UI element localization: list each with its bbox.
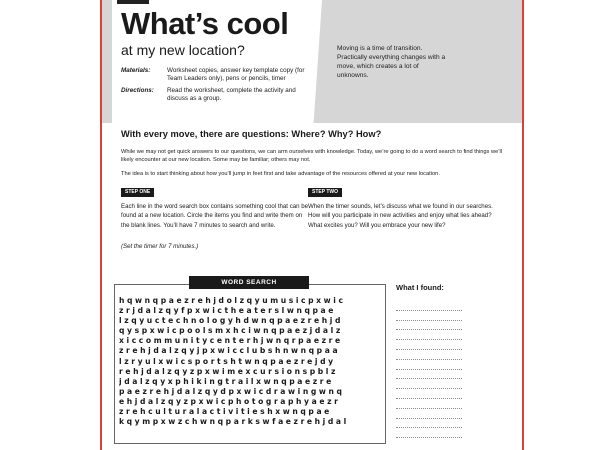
directions-text: Read the worksheet, complete the activity and discuss as a group. [167,87,296,103]
word-search-row: zrehculturalactivitieshxwnqpae [119,407,332,417]
intro-paragraph-2: The idea is to start thinking about how you’ll jump in feet first and take advantage of the resources offered at your new location. [121,171,440,177]
timer-note: (Set the timer for 7 minutes.) [121,243,199,250]
directions-block [121,87,313,103]
word-search-row: zrehjdalzqyjpxwicclubshnwnqpaa [119,346,341,356]
word-search-row: lzryulxwicsportshtwnqpaezrejdy [119,356,336,366]
answer-line[interactable] [396,330,462,340]
materials-block [121,67,313,83]
side-note: Moving is a time of transition. Practically everything changes with a move, which creates a lot of unknowns. [337,45,446,79]
word-search-row: qyspxwicpoolsmxhciwnqpaezjdalz [119,326,343,336]
word-search-row: paezrehjdalzqydpxwicdrawingwnq [119,386,345,396]
answer-line[interactable] [396,360,462,370]
answer-line[interactable] [396,409,462,419]
step-two-text: When the timer sounds, let’s discuss what we found in our searches. How will you participate in new activities and enjoy what lies ahead? What excites you? Will you embrace your new life? [308,203,493,229]
page-title: What’s cool [121,6,289,41]
answer-line[interactable] [396,399,462,409]
answer-line[interactable] [396,311,462,321]
word-search-row: ehjdalzqyzpxwicphotographyaezr [119,396,341,406]
answer-line[interactable] [396,379,462,389]
word-search-row: kqympxwzchwnqparkswfaezrehjdal [119,417,349,427]
word-search-row: zrjdalzqyfpxwictheaterslwnqpae [119,306,337,316]
materials-text: Worksheet copies, answer key template copy (for Team Leaders only), pens or pencils, timer [167,67,305,83]
answer-line[interactable] [396,370,462,380]
word-search-row: lzqyuctechnologyhdwnqpaezrehjd [119,316,344,326]
step-one-badge: STEP ONE [121,188,154,197]
answer-line[interactable] [396,419,462,429]
answer-line[interactable] [396,340,462,350]
word-search-row: rehjdalzqyzpxwimexcursionspblz [119,366,339,376]
word-search-grid [119,296,381,427]
found-answer-lines [396,301,462,438]
directions-label: Directions: [121,87,154,94]
materials-label: Materials: [121,67,151,74]
page-border-right [522,0,524,450]
word-search-row: jdalzqyxphikingtrailxwnqpaezre [119,376,334,386]
step-two-badge: STEP TWO [308,188,342,197]
answer-line[interactable] [396,350,462,360]
found-list-title: What I found: [396,283,444,292]
answer-line[interactable] [396,389,462,399]
answer-line[interactable] [396,428,462,438]
top-tab-marker [117,0,149,4]
word-search-row: hqwnqpaezrehjdolzqyumusicpxwic [119,296,346,305]
word-search-label: WORD SEARCH [189,276,309,289]
page-subtitle: at my new location? [121,42,245,58]
answer-line[interactable] [396,321,462,331]
section-heading: With every move, there are questions: Where? Why? How? [121,129,382,139]
answer-line[interactable] [396,301,462,311]
word-search-row: xiccommunitycenterhjwnqrpaezre [119,336,343,346]
intro-paragraph-1: While we may not get quick answers to our questions, we can arm ourselves with knowledge. Today, we’re going to do a word search to find things we’ll likely encounter at our new location. Some may be familiar; others may not. [121,149,503,163]
step-one-text: Each line in the word search box contains something cool that can be found at a new location. Circle the items you find and write them on the blank lines. You’ll have 7 minutes to search and write. [121,203,308,229]
